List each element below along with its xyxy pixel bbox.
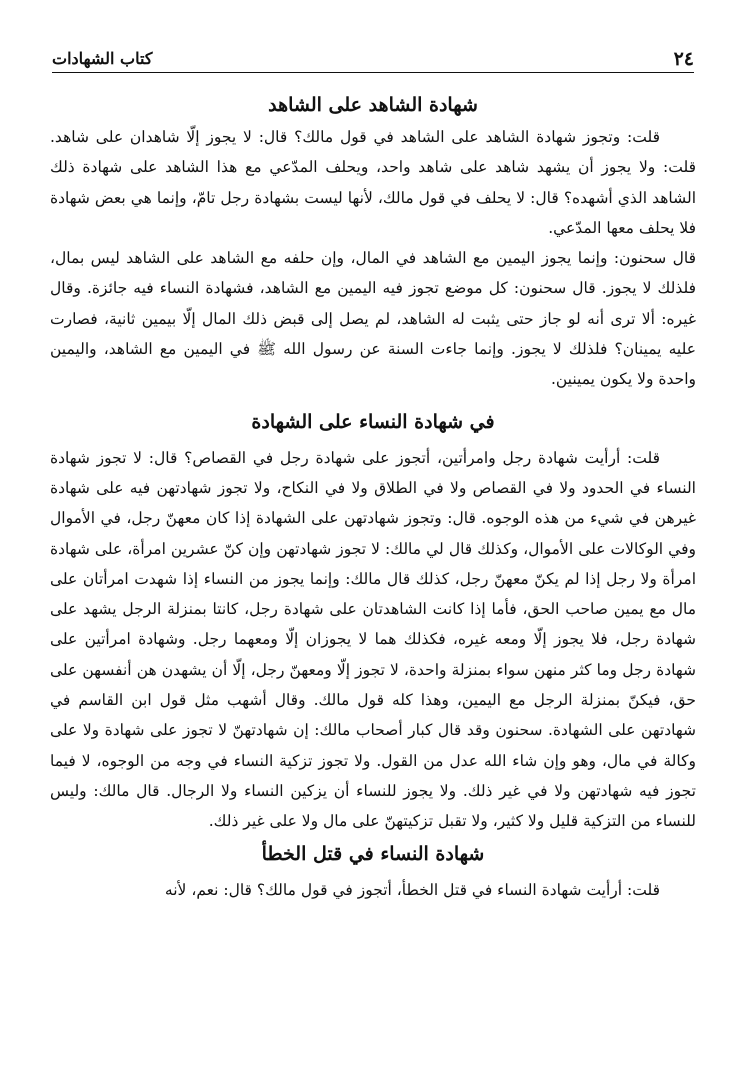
section-heading: في شهادة النساء على الشهادة bbox=[251, 410, 495, 433]
book-title: كتاب الشهادات bbox=[52, 49, 153, 68]
section-heading: شهادة الشاهد على الشاهد bbox=[268, 94, 478, 116]
paragraph: قلت: وتجوز شهادة الشاهد على الشاهد في قول مالك؟ قال: لا يجوز إلّا شاهدان على شاهد. قلت: ولا يجوز أن يشهد شاهد على شاهد واحد، ويحلف المدّعي مع هذا الشاهد على شهادة ذلك الشاهد الذي أشهده؟ قال: لا يحلف في قول مالك، لأنها ليست بشهادة رجل تامّ، وإنما هي بعض شهادة فلا يحلف معها المدّعي. bbox=[50, 128, 696, 237]
section-heading: شهادة النساء في قتل الخطأ bbox=[261, 842, 485, 865]
paragraph: قلت: أرأيت شهادة رجل وامرأتين، أتجوز على شهادة رجل في القصاص؟ قال: لا تجوز شهادة النساء في الحدود ولا في القصاص ولا في الطلاق ولا في النكاح، ولا تجوز شهادتهن فيه على شهادة غيرهن في شيء من هذه الوجوه. قال: وتجوز شهادتهن على الشهادة إذا كان معهنّ رجل، في الأموال وفي الوكالات على الأموال، وكذلك قال لي مالك: لا تجوز شهادتهن وإن كنّ عشرين امرأة، على شهادة امرأة ولا رجل إذا لم يكنّ معهنّ رجل، كذلك قال مالك: وإنما يجوز من النساء إذا شهدت امرأتان على مال مع يمين صاحب الحق، فأما إذا كانت الشاهدتان على شهادة رجل، كانتا بمنزلة الرجل يشهد على شهادة رجل، فلا يجوز إلّا ومعه غيره، فكذلك هما لا يجوزان إلّا ومعهما رجل. وشهادة امرأتين على شهادة رجل وما كثر منهن سواء بمنزلة واحدة، لا تجوز إلّا ومعهنّ رجل، إلّا أن يشهدن هن أنفسهن على حق، فيكنّ بمنزلة الرجل مع اليمين، وهذا كله قول مالك. وقال أشهب مثل قول ابن القاسم في شهادتهن على الشهادة. سحنون وقد قال كبار أصحاب مالك: إن شهادتهنّ لا تجوز على شهادة ولا على وكالة في مال، وهو وإن شاء الله عدل من القول. ولا تجوز تزكية النساء في وجه من الوجوه، لا فيما تجوز فيه شهادتهن ولا في غير ذلك. ولا يجوز للنساء أن يزكين النساء ولا الرجال. قال مالك: وليس للنساء من التزكية قليل ولا كثير، ولا تقبل تزكيتهنّ على مال ولا على غير ذلك. bbox=[50, 448, 696, 831]
paragraph: قال سحنون: وإنما يجوز اليمين مع الشاهد في المال، وإن حلفه مع الشاهد على الشاهد ليس بمال، فلذلك لا يجوز. قال سحنون: كل موضع تجوز فيه اليمين مع الشاهد، فشهادة النساء فيه جائزة. وقال غيره: ألا ترى أنه لو جاز حتى يثبت له الشاهد، لم يصل إلى قبض ذلك المال إلّا بيمين ثانية، فصارت عليه يمينان؟ فلذلك لا يجوز. وإنما جاءت السنة عن رسول الله ﷺ في اليمين مع الشاهد، واليمين واحدة ولا يكون يمينين. bbox=[50, 249, 696, 389]
paragraph: قلت: أرأيت شهادة النساء في قتل الخطأ، أتجوز في قول مالك؟ قال: نعم، لأنه bbox=[164, 880, 660, 899]
page-body bbox=[50, 88, 696, 905]
page-number: ٢٤ bbox=[673, 48, 694, 70]
running-header bbox=[52, 44, 694, 73]
